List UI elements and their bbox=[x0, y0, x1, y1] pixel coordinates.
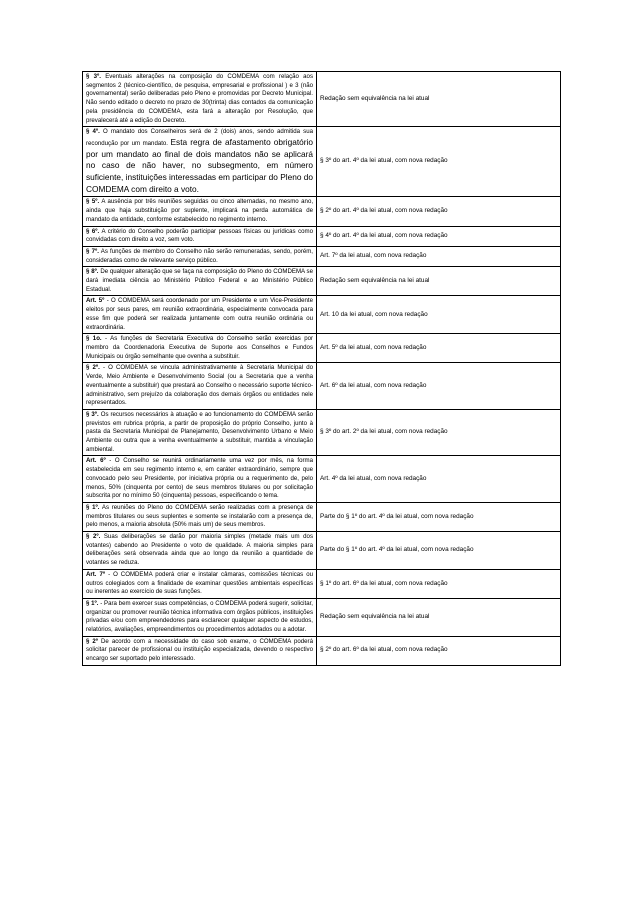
equivalence-note-cell bbox=[317, 267, 561, 296]
equivalence-note-cell bbox=[317, 334, 561, 363]
equivalence-note-cell bbox=[317, 246, 561, 266]
article-text-enlarged: Esta regra de afastamento obrigatório por um mandato ao final de dois mandatos não se aplicará no caso de não haver, no subsegmento, em número suficiente, instituições interessadas em participar do Pleno do COMDEMA com direito a voto. bbox=[86, 136, 313, 194]
article-number: § 6º. bbox=[86, 227, 100, 235]
article-number: § 3º. bbox=[86, 410, 99, 418]
comparison-table bbox=[82, 71, 561, 666]
new-text-cell bbox=[83, 197, 317, 226]
equivalence-note-cell bbox=[317, 636, 561, 665]
article-number: § 5º. bbox=[86, 198, 100, 206]
table-row bbox=[83, 502, 561, 531]
article-number: § 2º. bbox=[86, 364, 100, 372]
equivalence-note: § 3º do art. 4º da lei atual, com nova redação bbox=[320, 157, 448, 165]
article-number: Art. 5º bbox=[86, 297, 105, 305]
new-text-cell bbox=[83, 334, 317, 363]
table-row bbox=[83, 456, 561, 503]
table-row bbox=[83, 334, 561, 363]
article-text: De acordo com a necessidade do caso sob exame, o COMDEMA poderá solicitar parecer de profissional ou instituição especializada, devendo o respectivo encargo ser suportado pelo interessado. bbox=[86, 637, 313, 663]
new-text-cell bbox=[83, 569, 317, 598]
table-row bbox=[83, 197, 561, 226]
equivalence-note-cell bbox=[317, 502, 561, 531]
equivalence-note: Redação sem equivalência na lei atual bbox=[320, 94, 430, 102]
article-number: § 3º. bbox=[86, 73, 101, 80]
article-number: Art. 7º bbox=[86, 570, 106, 578]
equivalence-note-cell bbox=[317, 569, 561, 598]
equivalence-note: § 4º do art. 4º da lei atual, com nova redação bbox=[320, 231, 448, 239]
article-number: § 1º. bbox=[86, 599, 99, 607]
article-text: A critério do Conselho poderão participar pessoas físicas ou jurídicas como convidadas com direito a voz, sem voto. bbox=[86, 227, 314, 244]
article-number: Art. 6º bbox=[86, 457, 106, 465]
new-text-cell bbox=[83, 226, 317, 246]
equivalence-note: Redação sem equivalência na lei atual bbox=[320, 613, 430, 621]
table-row bbox=[83, 363, 561, 410]
table-row bbox=[83, 267, 561, 296]
article-text: As reuniões do Pleno do COMDEMA serão realizadas com a presença de membros titulares ou seus suplentes e somente se instalarão com a presença de, pelo menos, a maioria absoluta (50% mais um) de seus membros. bbox=[86, 503, 314, 529]
equivalence-note: Art. 6º da lei atual, com nova redação bbox=[320, 381, 427, 389]
equivalence-note: Art. 5º da lei atual, com nova redação bbox=[320, 343, 427, 351]
equivalence-note-cell bbox=[317, 72, 561, 127]
table-row bbox=[83, 246, 561, 266]
table-row bbox=[83, 598, 561, 636]
new-text-cell bbox=[83, 456, 317, 503]
new-text-cell bbox=[83, 127, 317, 197]
table-row bbox=[83, 127, 561, 197]
equivalence-note: Redação sem equivalência na lei atual bbox=[320, 277, 430, 285]
table-row bbox=[83, 72, 561, 127]
equivalence-note: § 3º do art. 2º da lei atual, com nova redação bbox=[320, 428, 448, 436]
new-text-cell bbox=[83, 296, 317, 334]
equivalence-note: Art. 4º da lei atual, com nova redação bbox=[320, 474, 427, 482]
table-row bbox=[83, 226, 561, 246]
equivalence-note: Parte do § 1º do art. 4º da lei atual, com nova redação bbox=[320, 546, 474, 554]
equivalence-note-cell bbox=[317, 197, 561, 226]
equivalence-note: Art. 10 da lei atual, com nova redação bbox=[320, 310, 428, 318]
new-text-cell bbox=[83, 502, 317, 531]
article-number: § 4º. bbox=[86, 128, 100, 136]
article-number: § 2º. bbox=[86, 533, 101, 541]
article-text: - O COMDEMA se vincula administrativamente à Secretaria Municipal do Verde, Meio Ambiente e Desenvolvimento Social (ou a Secretaria que a venha eventualmente a substituir) que prestará ao Conselho o necessário suporte técnico-administrativo, sem prejuízo da colaboração dos demais órgãos ou entidades nele representados. bbox=[86, 364, 313, 407]
article-text: De qualquer alteração que se faça na composição do Pleno do COMDEMA se dará imediata ciência ao Ministério Público Federal e ao Ministério Público Estadual. bbox=[86, 268, 313, 293]
table-row bbox=[83, 636, 561, 665]
equivalence-note-cell bbox=[317, 532, 561, 570]
new-text-cell bbox=[83, 532, 317, 570]
article-number: § 8º. bbox=[86, 268, 99, 276]
table-row bbox=[83, 532, 561, 570]
equivalence-note-cell bbox=[317, 363, 561, 410]
new-text-cell bbox=[83, 72, 317, 127]
equivalence-note-cell bbox=[317, 226, 561, 246]
table-row bbox=[83, 296, 561, 334]
new-text-cell bbox=[83, 598, 317, 636]
article-text: - Para bem exercer suas competências, o COMDEMA poderá sugerir, solicitar, organizar ou promover reunião técnica informativa com órgãos públicos, instituições privadas e/ou com empreendedores para esclarecer qualquer aspecto de estudos, relatórios, avaliações, empreendimentos ou procedimentos adotados ou a adotar. bbox=[86, 599, 314, 634]
article-text: Os recursos necessários à atuação e ao funcionamento do COMDEMA serão previstos em rubrica própria, a partir de proposição do próprio Conselho, junto à pasta da Secretaria Municipal de Planejamento, Desenvolvimento Urbano e Meio Ambiente ou outra que a venha eventualmente a substituir, mantida a vinculação ambiental. bbox=[86, 410, 314, 453]
article-text: O mandato dos Conselheiros será de 2 (dois) anos, sendo admitida sua recondução por um mandato. bbox=[86, 128, 313, 147]
article-number: § 1o. bbox=[86, 335, 102, 343]
table-body bbox=[83, 72, 561, 666]
equivalence-note: § 2º do art. 4º da lei atual, com nova redação bbox=[320, 207, 448, 215]
equivalence-note-cell bbox=[317, 598, 561, 636]
equivalence-note-cell bbox=[317, 456, 561, 503]
article-text: Eventuais alterações na composição do COMDEMA com relação aos segmentos 2 (técnico-científico, de pesquisa, empresarial e profissional ) e 3 (não governamental) serão deliberadas pelo Pleno e promovidas por Decreto Municipal. Não sendo editado o decreto no prazo de 30(trinta) dias contados da comunicação pela presidência do COMDEMA, esta fará a alteração por Resolução, que prevalecerá até a edição do Decreto. bbox=[86, 73, 313, 124]
article-text: A ausência por três reuniões seguidas ou cinco alternadas, no mesmo ano, ainda que haja substituição por suplente, implicará na perda automática de mandato da entidade, conforme estabelecido no regimento interno. bbox=[86, 198, 314, 223]
article-number: § 7º. bbox=[86, 247, 99, 255]
article-text: - O Conselho se reunirá ordinariamente uma vez por mês, na forma estabelecida em seu regimento interno e, em caráter extraordinário, sempre que convocado pelo seu Presidente, por iniciativa própria ou a requerimento de, pelo menos, 50% (cinquenta por cento) de seus membros titulares ou por solicitação subscrita por no mínimo 50 (cinquenta) pessoas, especificando o tema. bbox=[86, 457, 313, 500]
equivalence-note: § 1º do art. 6º da lei atual, com nova redação bbox=[320, 579, 448, 587]
equivalence-note-cell bbox=[317, 127, 561, 197]
table-row bbox=[83, 409, 561, 456]
equivalence-note: Parte do § 1º do art. 4º da lei atual, com nova redação bbox=[320, 512, 474, 520]
article-text: - O COMDEMA poderá criar e instalar câmaras, comissões técnicas ou outros colegiados com a finalidade de examinar questões ambientais específicas ou inerentes ao exercício de suas funções. bbox=[86, 570, 313, 596]
new-text-cell bbox=[83, 636, 317, 665]
document-page bbox=[82, 71, 556, 666]
new-text-cell bbox=[83, 363, 317, 410]
article-text: Suas deliberações se darão por maioria simples (metade mais um dos votantes) cabendo ao Presidente o voto de qualidade. A maioria simples para deliberações será observada ainda que ao longo da reunião a quantidade de votantes se reduza. bbox=[86, 533, 313, 567]
article-text: - O COMDEMA será coordenado por um Presidente e um Vice-Presidente eleitos por seus pares, em reunião extraordinária, especialmente convocada para esse fim que poderá ser realizada juntamente com outra reunião ordinária ou extraordinária. bbox=[86, 297, 313, 331]
table-row bbox=[83, 569, 561, 598]
article-text: - As funções de Secretaria Executiva do Conselho serão exercidas por membro da Coordenadoria Executiva de Suporte aos Conselhos e Fundos Municipais ou órgão semelhante que ovenha a substituir. bbox=[86, 335, 314, 360]
equivalence-note: Art. 7º da lei atual, com nova redação bbox=[320, 252, 427, 260]
article-number: § 2º bbox=[86, 637, 99, 645]
equivalence-note-cell bbox=[317, 409, 561, 456]
equivalence-note: § 2º do art. 6º da lei atual, com nova redação bbox=[320, 646, 448, 654]
new-text-cell bbox=[83, 246, 317, 266]
equivalence-note-cell bbox=[317, 296, 561, 334]
new-text-cell bbox=[83, 409, 317, 456]
article-text: As funções de membro do Conselho não serão remuneradas, sendo, porém, consideradas como de relevante serviço público. bbox=[86, 247, 314, 264]
article-number: § 1º. bbox=[86, 503, 100, 511]
new-text-cell bbox=[83, 267, 317, 296]
